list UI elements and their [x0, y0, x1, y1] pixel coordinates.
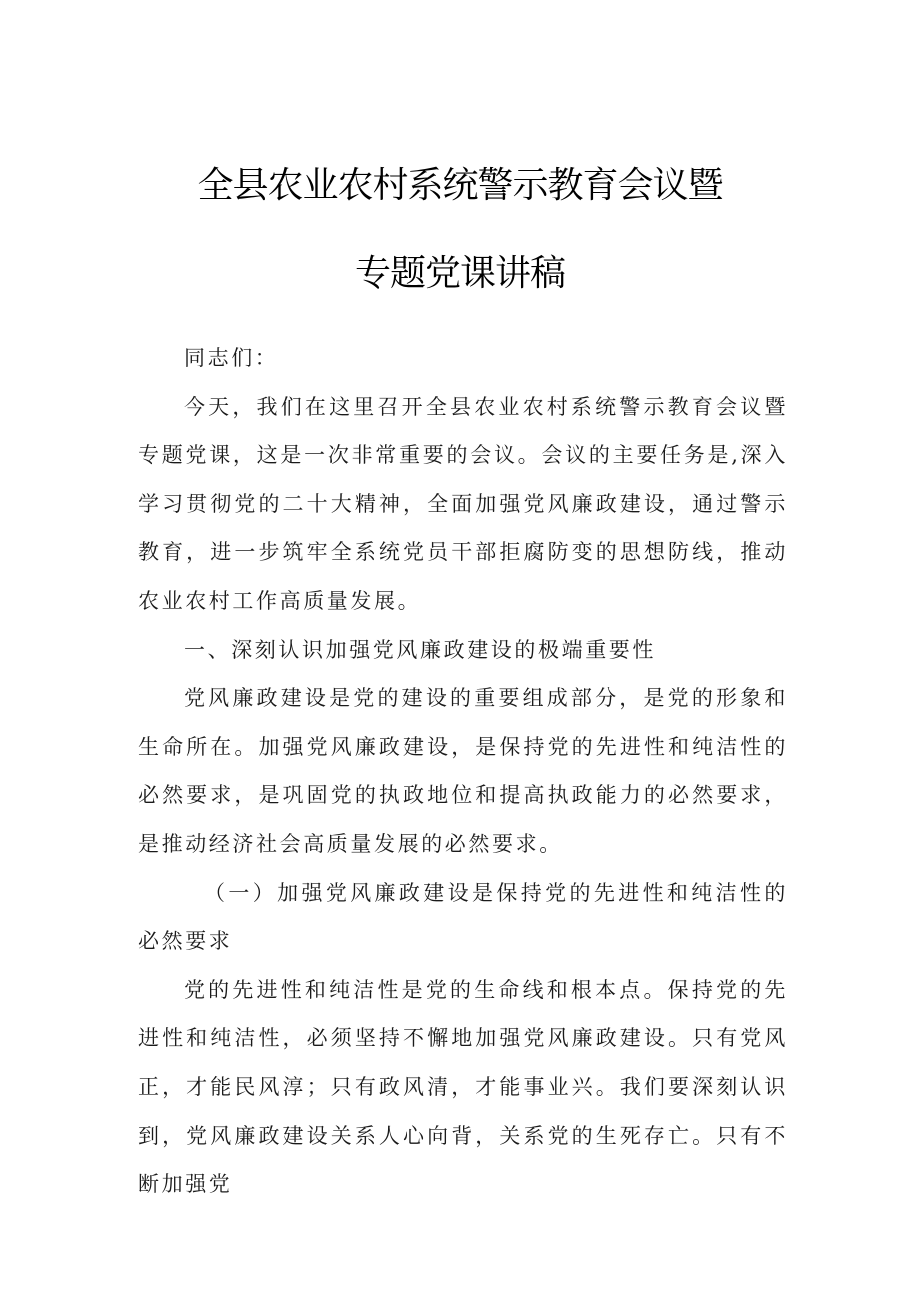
document-body	[138, 334, 788, 1209]
document-title-line-1: 全县农业农村系统警示教育会议暨	[197, 165, 723, 206]
subsection-heading-1: （一）加强党风廉政建设是保持党的先进性和纯洁性的必然要求	[138, 880, 788, 954]
paragraph-subsection-1: 党的先进性和纯洁性是党的生命线和根本点。保持党的先进性和纯洁性，必须坚持不懈地加强党风廉政建设。只有党风正，才能民风淳；只有政风清，才能事业兴。我们要深刻认识到，党风廉政建设关系人心向背，关系党的生死存亡。只有不断加强党	[138, 977, 788, 1197]
paragraph-section-1: 党风廉政建设是党的建设的重要组成部分，是党的形象和生命所在。加强党风廉政建设，是保持党的先进性和纯洁性的必然要求，是巩固党的执政地位和提高执政能力的必然要求，是推动经济社会高质量发展的必然要求。	[138, 686, 788, 856]
paragraph-intro: 今天，我们在这里召开全县农业农村系统警示教育会议暨专题党课，这是一次非常重要的会议。会议的主要任务是,深入学习贯彻党的二十大精神，全面加强党风廉政建设，通过警示教育，进一步筑牢全系统党员干部拒腐防变的思想防线，推动农业农村工作高质量发展。	[138, 394, 788, 613]
salutation: 同志们：	[184, 346, 279, 370]
document-title-line-2: 专题党课讲稿	[354, 253, 565, 294]
section-heading-1: 一、深刻认识加强党风廉政建设的极端重要性	[184, 637, 656, 662]
